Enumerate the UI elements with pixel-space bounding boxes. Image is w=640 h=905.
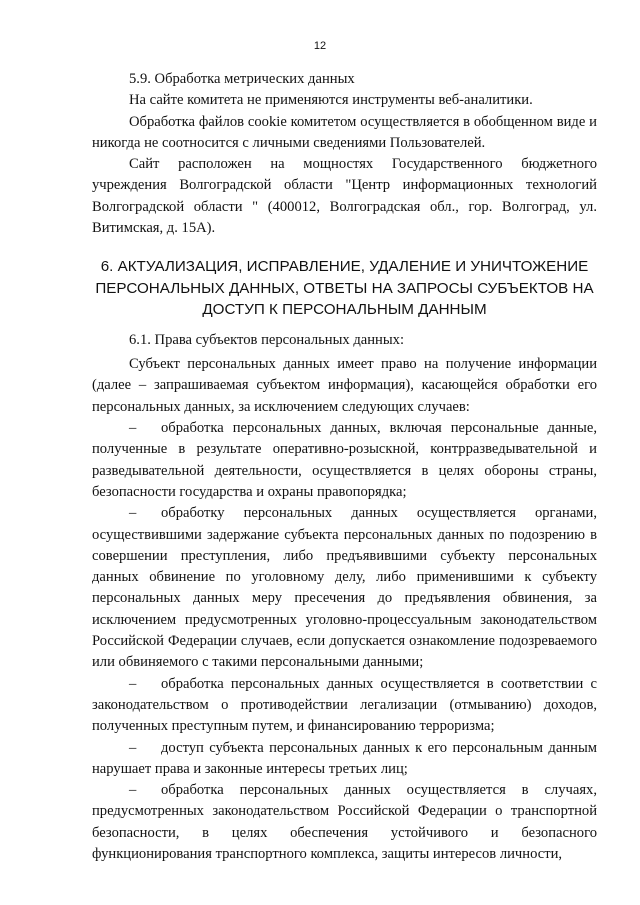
section-6-1-title: 6.1. Права субъектов персональных данных: [129, 331, 405, 348]
list-item-text: обработку персональных данных осуществляется органами, осуществившими задержание субъекта персональных данных по подозрению в совершении преступления, либо предъявившими субъекту персональных данных обвинение по уголовному делу, либо применившими к субъекту персональных данных меру пресечения до предъявления обвинения, за исключением предусмотренных уголовно-процессуальным законодательством Российской Федерации случаев, если допускается ознакомление подозреваемого или обвиняемого с такими персональными данными; [92, 505, 597, 671]
list-item-text: обработка персональных данных, включая персональные данные, полученные в результате оперативно-розыскной, контрразведывательной и разведывательной деятельности, осуществляется в целях обороны страны, безопасности государства и охраны правопорядка; [92, 420, 597, 500]
dash-marker: – [129, 675, 137, 692]
dash-marker: – [129, 420, 137, 437]
list-item-text: доступ субъекта персональных данных к его персональным данным нарушает права и законные интересы третьих лиц; [92, 739, 597, 777]
section-5-9-paragraph-1: На сайте комитета не применяются инструменты веб-аналитики. [129, 92, 533, 109]
dash-marker: – [129, 505, 137, 522]
list-item-text: обработка персональных данных осуществляется в соответствии с законодательством о противодействии легализации (отмыванию) доходов, полученных преступным путем, и финансированию терроризма; [92, 675, 597, 735]
list-item [92, 780, 597, 865]
list-item [92, 418, 597, 503]
dash-marker: – [129, 782, 137, 799]
page-number: 12 [313, 40, 327, 52]
list-item [92, 674, 597, 738]
section-6-heading: 6. АКТУАЛИЗАЦИЯ, ИСПРАВЛЕНИЕ, УДАЛЕНИЕ И УНИЧТОЖЕНИЕ ПЕРСОНАЛЬНЫХ ДАННЫХ, ОТВЕТЫ НА ЗАПРОСЫ СУБЪЕКТОВ НА ДОСТУП К ПЕРСОНАЛЬНЫМ ДАННЫМ [95, 258, 594, 319]
section-5-9-title: 5.9. Обработка метрических данных [129, 71, 355, 87]
dash-marker: – [129, 739, 137, 756]
section-6-1-intro: Субъект персональных данных имеет право на получение информации (далее – запрашиваемая субъектом информация), касающейся обработки его персональных данных, за исключением следующих случаев: [92, 356, 597, 415]
page-content [92, 69, 597, 865]
list-item-text: обработка персональных данных осуществляется в случаях, предусмотренных законодательством Российской Федерации о транспортной безопасности, в целях обеспечения устойчивого и безопасного функционирования транспортного комплекса, защиты интересов личности, [92, 782, 597, 862]
section-5-9-paragraph-3: Сайт расположен на мощностях Государственного бюджетного учреждения Волгоградской области "Центр информационных технологий Волгоградской области " (400012, Волгоградская обл., гор. Волгоград, ул. Витимская, д. 15А). [92, 156, 597, 237]
section-5-9-paragraph-2: Обработка файлов cookie комитетом осуществляется в обобщенном виде и никогда не соотносится с личными сведениями Пользователей. [92, 113, 597, 151]
list-item [92, 738, 597, 781]
list-item [92, 503, 597, 673]
